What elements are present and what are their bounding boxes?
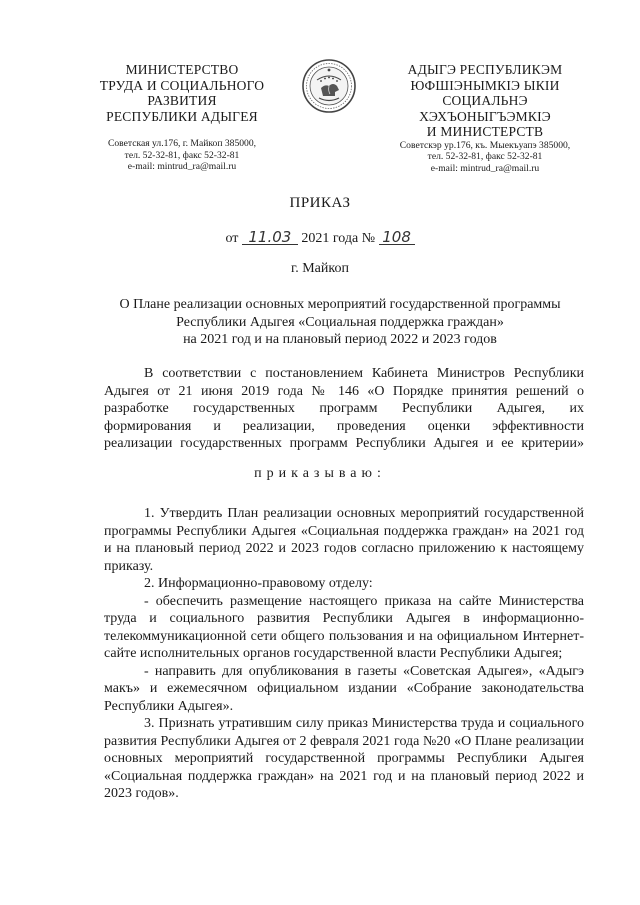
order-items xyxy=(104,505,584,803)
phone-line: тел. 52-32-81, факс 52-32-81 xyxy=(124,149,240,161)
subject-line: О Плане реализации основных мероприятий государственной программы xyxy=(119,297,561,312)
order-item-1: 1. Утвердить План реализации основных мероприятий государственной программы Республики Адыгея «Социальная поддержка граждан» на 2021 год и на плановый период 2022 и 2023 годов согласно приложению к настоящему приказу. xyxy=(104,506,584,574)
preamble-line: реализации государственных программ Республики Адыгея и ее критерии» xyxy=(104,436,584,451)
ministry-name-line: РЕСПУБЛИКИ АДЫГЕЯ xyxy=(106,108,258,124)
preamble-line: Адыгея от 21 июня 2019 года № 146 «О Порядке принятия решений о xyxy=(104,383,584,399)
coat-of-arms-icon xyxy=(301,58,357,114)
order-item-3: 3. Признать утратившим силу приказ Министерства труда и социального развития Республики Адыгея от 2 февраля 2021 года №20 «О Плане реализации основных мероприятий государственной программы Республики Адыгея «Социальная поддержка граждан» на 2021 год и на плановый период 2022 и 2023 годов». xyxy=(104,716,584,801)
ministry-name-line: И МИНИСТЕРСТВ xyxy=(426,124,544,139)
subject-line: на 2021 год и на плановый период 2022 и 2023 годов xyxy=(183,332,497,347)
ministry-contacts xyxy=(380,140,590,175)
ministry-name-line: ЮФШIЭНЫМКIЭ ЫКIИ xyxy=(410,77,560,93)
address-line: Советская ул.176, г. Майкоп 385000, xyxy=(107,138,257,149)
document-title: ПРИКАЗ xyxy=(289,195,351,211)
preamble-paragraph xyxy=(104,365,584,453)
order-date-number-line xyxy=(0,228,640,247)
order-item-2: 2. Информационно-правовому отделу: xyxy=(144,576,373,591)
city-line: г. Майкоп xyxy=(291,261,349,276)
date-prefix: от xyxy=(225,231,239,246)
ministry-name-line: РАЗВИТИЯ xyxy=(147,93,217,108)
preamble-line: В соответствии с постановлением Кабинета Министров Республики xyxy=(144,366,584,381)
order-subject xyxy=(100,296,580,349)
order-item-2b: - направить для опубликования в газеты «Советская Адыгея», «Адыгэ макъ» и ежемесячном официальном издании «Собрание законодательства Республики Адыгея». xyxy=(104,663,584,714)
ministry-name-line: СОЦИАЛЬНЭ xyxy=(442,93,528,108)
handwritten-date: 11.03 xyxy=(242,231,298,245)
ministry-name-line: ХЭХЪОНЫГЪЭМКIЭ xyxy=(419,108,551,124)
date-year-label: 2021 года № xyxy=(301,231,376,246)
email-line: e-mail: mintrud_ra@mail.ru xyxy=(430,162,540,174)
phone-line: тел. 52-32-81, факс 52-32-81 xyxy=(427,151,543,162)
preamble-line: формирования и реализации, проведения оценки эффективности xyxy=(104,418,584,434)
email-line: e-mail: mintrud_ra@mail.ru xyxy=(127,161,237,172)
ministry-name-line: АДЫГЭ РЕСПУБЛИКЭМ xyxy=(407,62,563,77)
address-line: Советскэр ур.176, къ. Мыекъуапэ 385000, xyxy=(399,139,571,151)
ministry-name-line: МИНИСТЕРСТВО xyxy=(125,62,239,77)
subject-line: Республики Адыгея «Социальная поддержка граждан» xyxy=(176,314,504,330)
order-word: приказываю: xyxy=(254,466,386,481)
ministry-header-russian xyxy=(82,62,282,173)
handwritten-order-number: 108 xyxy=(379,231,415,245)
ministry-header-adyghe xyxy=(380,62,590,174)
ministry-name-line: ТРУДА И СОЦИАЛЬНОГО xyxy=(99,77,265,93)
ministry-contacts xyxy=(82,138,282,173)
order-item-2a: - обеспечить размещение настоящего приказа на сайте Министерства труда и социального развития Республики Адыгея в информационно-телекоммуникационной сети общего пользования и на официальном Интернет-сайте исполнительных органов государственной власти Республики Адыгея; xyxy=(104,593,584,661)
preamble-line: разработке государственных программ Республики Адыгея, их xyxy=(104,401,584,416)
